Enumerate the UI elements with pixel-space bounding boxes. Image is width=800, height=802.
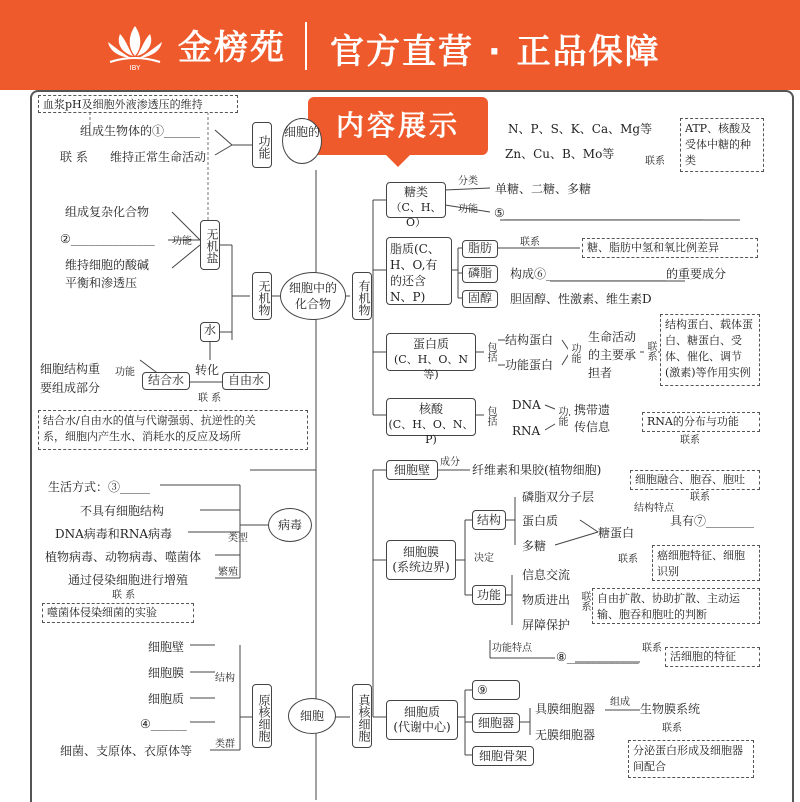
organic-box: 有机物 <box>352 272 372 320</box>
fat-dashed-note: 糖、脂肪中氢和氧比例差异 <box>582 238 758 258</box>
compose-label: 组成 <box>610 697 630 708</box>
prok-membrane: 细胞膜 <box>148 666 185 680</box>
fat-box: 脂肪 <box>462 240 498 258</box>
cytoplasm-box-title: 细胞质 <box>403 705 440 719</box>
free-water-box: 自由水 <box>222 372 270 390</box>
prok-struct-label: 结构 <box>215 673 235 684</box>
barrier: 屏障保护 <box>522 618 571 632</box>
func-feature: 功能特点 <box>492 643 532 654</box>
function-box: 功能 <box>472 585 506 605</box>
fusion-dashed-note: 细胞融合、胞吞、胞吐 <box>630 470 760 490</box>
cytoplasm-box <box>386 700 458 740</box>
phospho-bilayer: 磷脂双分子层 <box>522 490 595 504</box>
rna-dashed-note: RNA的分布与功能 <box>642 412 760 432</box>
prok-cytoplasm: 细胞质 <box>148 692 185 706</box>
sugar-types: 单糖、二糖、多糖 <box>495 182 592 196</box>
inorganic-salt-box: 无机盐 <box>200 220 220 270</box>
salt-item-3b: 平衡和渗透压 <box>65 276 138 290</box>
composition-label: 成分 <box>440 457 460 468</box>
link-right: 联系 <box>645 156 665 167</box>
water-func-link: 功能 <box>115 367 135 378</box>
protein-box-title: 蛋白质 <box>412 337 449 351</box>
info-exchange: 信息交流 <box>522 568 571 582</box>
content-display-badge: 内容展示 <box>308 97 488 155</box>
nucleic-func-label: 功能 <box>555 402 569 430</box>
fat-link: 联系 <box>520 237 540 248</box>
water-dashed-line-b: 系，细胞内产生水、消耗水的反应及场所 <box>43 430 241 443</box>
wall-box: 细胞壁 <box>386 460 438 480</box>
salt-item-3a: 维持细胞的酸碱 <box>65 258 150 272</box>
nine-box: ⑨ <box>472 680 520 700</box>
sugar-func: ⑤_________________________________ <box>494 206 703 220</box>
protein-box <box>386 333 476 381</box>
inorganic-box: 无机物 <box>252 272 272 320</box>
sugar-box-title: 糖类 <box>403 185 428 199</box>
cancer-link: 联系 <box>618 554 638 565</box>
elements-a: N、P、S、K、Ca、Mg等 <box>508 122 653 136</box>
prok-box: 原核细胞 <box>252 684 272 748</box>
prok-group-label: 类群 <box>215 739 235 750</box>
struct-feature: 结构特点 <box>634 503 674 514</box>
secretion-link: 联系 <box>662 723 682 734</box>
virus-life: 生活方式：③_____ <box>48 480 151 494</box>
water-func-b: 要组成部分 <box>40 381 101 395</box>
compound-partial: 细胞的 <box>282 118 322 164</box>
virus-dashed-note: 噬菌体侵染细菌的实验 <box>42 603 194 623</box>
membrane-box-sub: (系统边界) <box>392 560 450 574</box>
func-item-1: 组成生物体的①______ <box>80 124 201 138</box>
nucleic-include: 包括 <box>484 398 498 434</box>
water-box: 水 <box>200 322 220 342</box>
protein-main: 生命活动的主要承担者 <box>588 330 637 380</box>
phospho-text: 构成⑥____________________的重要成分 <box>510 267 727 281</box>
prok-four: ④______ <box>140 717 187 731</box>
struct-box: 结构 <box>472 510 506 530</box>
polysaccharide: 多糖 <box>522 539 547 553</box>
svg-text:JBY: JBY <box>129 64 141 70</box>
phospholipid-box: 磷脂 <box>462 265 498 283</box>
protein-link: 联系 <box>644 336 658 366</box>
salt-item-1: 组成复杂化合物 <box>65 205 150 219</box>
dna-label: DNA <box>512 398 541 412</box>
classify-label: 分类 <box>458 176 478 187</box>
protein-mem: 蛋白质 <box>522 514 559 528</box>
virus-repro: 通过侵染细胞进行增殖 <box>68 573 189 587</box>
virus-hosts: 植物病毒、动物病毒、噬菌体 <box>45 550 202 564</box>
salt-func-label: 功能 <box>172 236 192 247</box>
virus-types: DNA病毒和RNA病毒 <box>55 527 172 541</box>
protein-func-label: 功能 <box>568 338 582 368</box>
protein-dashed-note: 结构蛋白、载体蛋白、糖蛋白、受体、催化、调节(激素)等作用实例 <box>660 314 760 386</box>
prok-groups: 细菌、支原体、衣原体等 <box>60 744 193 758</box>
protein-struct: 结构蛋白 <box>505 333 554 347</box>
glycoprotein: 糖蛋白 <box>598 526 635 540</box>
fusion-link: 联系 <box>690 492 710 503</box>
cytoplasm-box-sub: (代谢中心) <box>393 720 451 734</box>
sugar-box <box>386 182 446 229</box>
transport-link: 联系 <box>578 586 592 616</box>
living-dashed-note: 活细胞的特征 <box>665 647 760 667</box>
transport-dashed-note: 自由扩散、协助扩散、主动运输、胞吞和胞吐的判断 <box>592 588 760 624</box>
virus-no-cell: 不具有细胞结构 <box>80 504 165 518</box>
transport: 物质进出 <box>522 593 571 607</box>
water-func-a: 细胞结构重 <box>40 362 101 376</box>
wall-comp: 纤维素和果胶(植物细胞) <box>472 463 602 477</box>
link-label-2: 联 系 <box>198 393 222 404</box>
bound-water-box: 结合水 <box>142 372 190 390</box>
membrane-box <box>386 540 456 580</box>
brand-name: 金榜苑 <box>178 28 286 68</box>
cell-node: 细胞 <box>288 698 336 734</box>
protein-box-formula: (C、H、O、N等) <box>394 353 468 381</box>
cancer-dashed-note: 癌细胞特征、细胞识别 <box>652 545 760 581</box>
organelle-box: 细胞器 <box>472 713 520 733</box>
nonmem-organelle: 无膜细胞器 <box>535 728 596 742</box>
virus-node: 病毒 <box>268 508 312 542</box>
func-label-box: 功能 <box>252 122 272 168</box>
badge-pointer <box>384 153 412 167</box>
nucleic-func: 携带遗传信息 <box>574 403 611 434</box>
link-label-3: 联 系 <box>112 590 136 601</box>
func-item-2: 维持正常生命活动 <box>110 150 207 164</box>
sugar-func-label: 功能 <box>458 204 478 215</box>
lipid-box: 脂质(C、H、O,有的还含N、P) <box>386 237 452 305</box>
ph-dashed-note: 血浆pH及细胞外液渗透压的维持 <box>38 95 238 113</box>
salt-item-2: ②______________ <box>60 232 155 246</box>
membrane-organelle: 具膜细胞器 <box>535 702 596 716</box>
water-dashed-note <box>38 410 308 450</box>
prok-wall: 细胞壁 <box>148 640 185 654</box>
biomembrane: 生物膜系统 <box>640 702 701 716</box>
cytoskeleton-box: 细胞骨架 <box>472 746 534 766</box>
nucleic-box-formula: (C、H、O、N、P) <box>388 418 474 446</box>
protein-func: 功能蛋白 <box>505 358 554 372</box>
fluidity: 具有⑦________ <box>670 514 755 528</box>
sterol-text: 胆固醇、性激素、维生素D <box>510 292 652 306</box>
protein-include: 包括 <box>484 334 498 370</box>
nucleic-box-title: 核酸 <box>418 402 443 416</box>
nucleic-box <box>386 398 476 446</box>
transform-label: 转化 <box>195 363 220 377</box>
link-label: 联 系 <box>60 150 88 164</box>
slogan: 官方直营 · 正品保障 <box>330 32 661 72</box>
eight: ⑧____________ <box>556 650 639 664</box>
virus-type-label: 类型 <box>228 533 248 544</box>
rna-label: RNA <box>512 424 541 438</box>
secretion-dashed-note: 分泌蛋白形成及细胞器间配合 <box>628 740 754 778</box>
elements-b: Zn、Cu、B、Mo等 <box>505 147 615 161</box>
virus-repro-label: 繁殖 <box>218 567 238 578</box>
decide-label: 决定 <box>474 553 494 564</box>
water-dashed-line-a: 结合水/自由水的值与代谢强弱、抗逆性的关 <box>43 414 256 427</box>
compounds-node: 细胞中的化合物 <box>280 272 346 320</box>
atp-dashed-note: ATP、核酸及受体中糖的种类 <box>680 118 764 172</box>
membrane-box-title: 细胞膜 <box>402 545 439 559</box>
living-link: 联系 <box>642 643 662 654</box>
sterol-box: 固醇 <box>462 290 498 308</box>
eukaryotic-box: 真核细胞 <box>352 684 372 748</box>
sugar-box-formula: （C、H、O） <box>390 201 442 229</box>
rna-link: 联系 <box>680 435 700 446</box>
